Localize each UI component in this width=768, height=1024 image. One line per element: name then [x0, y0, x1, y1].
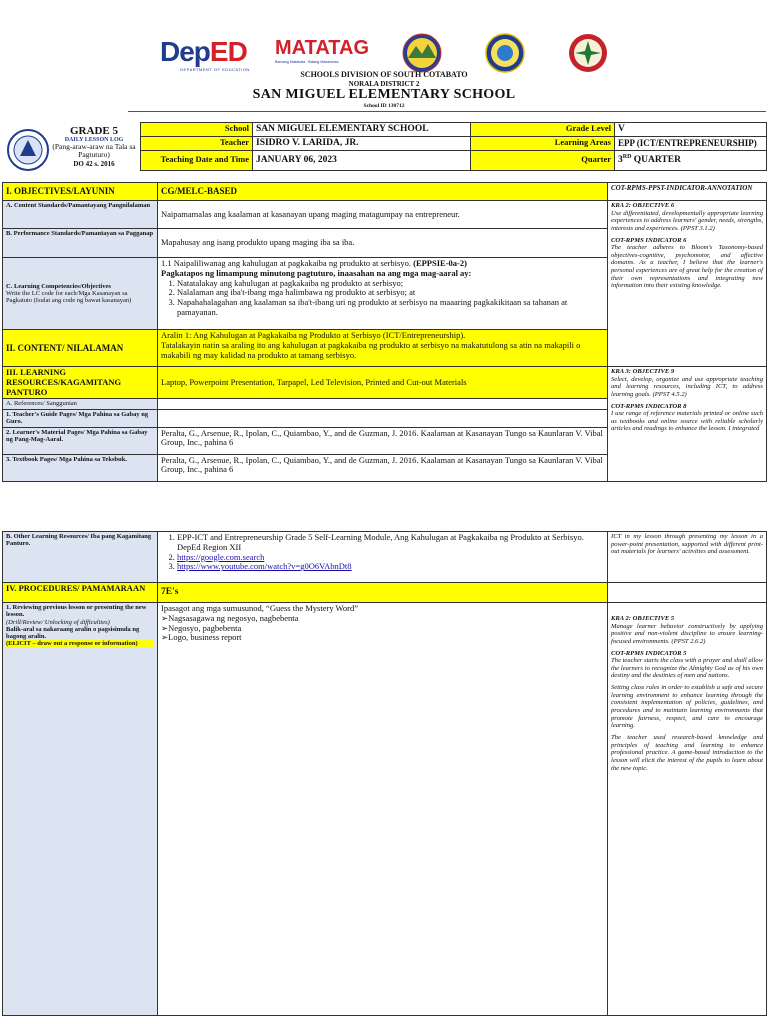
- lm-value: Peralta, G., Arsenue, R., Ipolan, C., Quiambao, Y., and de Guzman, J. 2016. Kaalaman at Kasanayan Tungo sa Kaunlaran V. Vibal Group, Inc., pahina 6: [158, 427, 608, 454]
- content-value-2: Tatalakayin natin sa araling ito ang kahulugan at pagkakaiba ng produkto at serbisyo na makatutulong sa atin na makapili o makabili ng may kalidad na produkto at tamang serbisyo.: [161, 339, 581, 360]
- kra2-obj6-heading: KRA 2: OBJECTIVE 6: [611, 202, 675, 209]
- date-label: Teaching Date and Time: [141, 150, 253, 170]
- dll-title: DAILY LESSON LOG: [64, 137, 124, 143]
- objectives-table: [2, 182, 767, 482]
- references-label: A. References/ Sanggunian: [3, 399, 158, 409]
- review-tagalog: Balik-aral sa nakaraang aralin o pagsisimula ng bagong aralin.: [6, 625, 140, 641]
- procedures-table: [2, 531, 767, 1016]
- lm-label: 2. Learner's Material Pages/ Mga Pahina sa Gabay ng Pang-Mag-Aaral.: [3, 427, 158, 454]
- competency-item: 1. Natatalakay ang kahulugan at pagkakaiba ng produkto at serbisyo;: [177, 279, 604, 289]
- deped-logo-text: DepED: [160, 36, 247, 67]
- google-search-link[interactable]: https://google.com.search: [177, 551, 265, 562]
- competency-code: (EPPSIE-0a-2): [413, 258, 467, 268]
- grade-level-value: V: [615, 123, 767, 137]
- header-divider: [128, 111, 766, 112]
- elicit-label: (ELICIT – draw out a response or information): [6, 640, 154, 647]
- research-text: The teacher used research-based knowledge and principles of teaching and learning to enhance professional practice. A game-based introduction to the lesson will elicit the interest of the pupils to learn about the new topic.: [611, 733, 763, 772]
- deped-logo: [160, 38, 270, 72]
- resources-label: III. LEARNING RESOURCES/KAGAMITANG PANTURO: [3, 367, 158, 399]
- cot6-text: The teacher adheres to Bloom's Taxonomy-based objectives-cognitive, psychomotor, and affective domains. As a teacher, I believe that the learner's personal experiences are of great help for the creation of their own representations and integrating new information into their existing knowledge.: [611, 244, 763, 290]
- other-resources-list: [161, 533, 604, 572]
- cot5-text: The teacher starts the class with a prayer and shall allow the learners to recognize the Almighty God as of his own destiny and the destinies of men and nations.: [611, 657, 763, 680]
- tg-value: [158, 409, 608, 427]
- competency-item: 2. Nalalaman ang iba't-ibang mga halimbawa ng produkto at serbisyo; at: [177, 288, 604, 298]
- other-resources-value: [158, 532, 608, 583]
- tb-value: Peralta, G., Arsenue, R., Ipolan, C., Quiambao, Y., and de Guzman, J. 2016. Kaalaman at Kasanayan Tungo sa Kaunlaran V. Vibal Group, Inc., pahina 6: [158, 454, 608, 481]
- kra2-obj5-heading: KRA 2: OBJECTIVE 5: [611, 615, 675, 622]
- division-name: SCHOOLS DIVISION OF SOUTH COTABATO: [300, 70, 468, 79]
- competency-item: 3. Napahahalagahan ang kaalaman sa iba't-ibang uri ng produkto at serbisyo na maaaring pagkakikitaan sa tahanan at pamayanan.: [177, 298, 604, 318]
- competencies-label: C. Learning Competencies/Objectives: [6, 282, 111, 290]
- review-sub: (Drill/Review/ Unlocking of difficulties): [6, 618, 110, 626]
- matatag-logo-sub: Bansang Makabata · Batang Makabansa: [275, 60, 339, 64]
- review-value: [158, 603, 608, 1016]
- info-table: [140, 122, 767, 171]
- other-resources-label: B. Other Learning Resources/ Iba pang Kagamitang Panturo.: [3, 532, 158, 583]
- review-item: ➢ Negosyo, pagbebenta: [161, 624, 604, 634]
- performance-label: B. Performance Standards/Pamantayan sa Pagganap: [3, 229, 158, 258]
- deped-seal-icon: [6, 128, 50, 172]
- school-seal-icon: [566, 32, 610, 74]
- ict-annotation: ICT in my lesson through presenting my lesson in a power-point presentation, supported with different print-out materials for learners' activities and assessment.: [608, 532, 767, 583]
- procedures-value: 7E's: [158, 583, 608, 603]
- content-label: II. CONTENT/ NILALAMAN: [3, 330, 158, 367]
- date-value: JANUARY 06, 2023: [253, 150, 471, 170]
- school-label: School: [141, 123, 253, 137]
- school-id: School ID 130712: [363, 103, 405, 109]
- cot-annotation-block-2: [608, 367, 767, 482]
- review-cell: [3, 603, 158, 1016]
- district-name: NORALA DISTRICT 2: [348, 80, 420, 88]
- cot5-heading: COT-RPMS INDICATOR 5: [611, 649, 687, 657]
- competency-bold: Pagkatapos ng limampung minutong pagtuturo, inaasahan na ang mga mag-aaral ay:: [161, 267, 472, 278]
- cot-annotation-block-3: [608, 603, 767, 1016]
- quarter-number: 3: [618, 155, 623, 166]
- cot8-heading: COT-RPMS INDICATOR 8: [611, 402, 687, 410]
- kra3-obj9-text: Select, develop, organize and use appropriate teaching and learning resources, including ICT, to address learning goals. (PPST 4.5.2): [611, 375, 763, 398]
- review-intro: Ipasagot ang mga sumusunod, “Guess the Mystery Word”: [161, 603, 358, 613]
- school-value: SAN MIGUEL ELEMENTARY SCHOOL: [253, 123, 471, 137]
- other-resource-item: 1. EPP-ICT and Entrepreneurship Grade 5 Self-Learning Module, Ang Kahulugan at Pagkakaiba ng Produkto at Serbisyo. DepEd Region XII: [177, 533, 604, 553]
- content-standards-label: A. Content Standards/Pamantayang Pangnilalaman: [3, 201, 158, 229]
- dll-label-block: [50, 125, 138, 168]
- deped-logo-sub: DEPARTMENT OF EDUCATION: [180, 67, 250, 72]
- cot8-text: I use range of reference materials printed or online such as textbooks and online source with reliable scholarly articles and readings to enhance the lesson. I integrated: [611, 410, 763, 433]
- resources-value: Laptop, Powerpoint Presentation, Tarpapel, Led Television, Printed and Cut-out Materials: [158, 367, 608, 399]
- procedures-annotation: [608, 583, 767, 603]
- division-seal-icon: [398, 32, 446, 74]
- district-seal-icon: [483, 32, 527, 74]
- tg-label: 1. Teacher's Guide Pages/ Mga Pahina sa Gabay ng Guro.: [3, 409, 158, 427]
- content-value: [158, 330, 608, 367]
- grade-level-label: Grade Level: [471, 123, 615, 137]
- other-resource-item: [177, 562, 604, 572]
- cot6-heading: COT-RPMS INDICATOR 6: [611, 236, 687, 244]
- cot-header: COT-RPMS-PPST-INDICATOR-ANNOTATION: [608, 183, 767, 201]
- youtube-link[interactable]: https://www.youtube.com/watch?v=g0O6VAbnDt8: [177, 561, 352, 572]
- review-item: ➢ Logo, business report: [161, 633, 604, 643]
- cot-annotation-block-1: [608, 201, 767, 367]
- procedures-label: IV. PROCEDURES/ PAMAMARAAN: [3, 583, 158, 603]
- competency-main: 1.1 Naipaliliwanag ang kahulugan at pagkakaiba ng produkto at serbisyo.: [161, 258, 414, 268]
- cg-label: CG/MELC-BASED: [158, 183, 608, 201]
- do-reference: DO 42 s. 2016: [73, 159, 115, 168]
- kra2-obj6-text: Use differentiated, developmentally appropriate learning experiences to address learners' gender, needs, strengths, interests and experiences. (PPST 3.1.2): [611, 209, 763, 232]
- performance-value: Mapahusay ang isang produkto upang maging iba sa iba.: [158, 229, 608, 258]
- references-value: [158, 399, 608, 409]
- tb-label: 3. Textbook Pages/ Mga Pahina sa Teksbuk.: [3, 454, 158, 481]
- kra3-obj9-heading: KRA 3: OBJECTIVE 9: [611, 368, 675, 375]
- content-value-1: Aralin 1: Ang Kahulugan at Pagkakaiba ng Produkto at Serbisyo (ICT/Entrepreneurship).: [161, 330, 466, 340]
- class-rules-text: Setting class rules in order to establish a safe and secure learning environment to enhance learning through the consistent implementation of policies, guidelines, and procedures and to maintain learning environments that promote fairness, respect, and care to encourage learning.: [611, 684, 763, 730]
- learning-areas-label: Learning Areas: [471, 136, 615, 150]
- quarter-value: [615, 150, 767, 170]
- competencies-cell: [3, 258, 158, 330]
- quarter-suffix: RD: [622, 154, 632, 161]
- competency-list: [161, 279, 604, 318]
- school-name-heading: SAN MIGUEL ELEMENTARY SCHOOL: [252, 87, 516, 102]
- kra2-obj5-text: Manage learner behavior constructively by applying positive and non-violent discipline to ensure learning-focused environments. (PPST 2.6.2): [611, 622, 763, 645]
- matatag-logo-text: MATATAG: [275, 37, 370, 59]
- review-item: ➢ Nagsasagawa ng negosyo, nagbebenta: [161, 614, 604, 624]
- teacher-label: Teacher: [141, 136, 253, 150]
- quarter-label: Quarter: [471, 150, 615, 170]
- objectives-label: I. OBJECTIVES/LAYUNIN: [3, 183, 158, 201]
- content-standards-value: Naipamamalas ang kaalaman at kasanayan upang maging matagumpay na entrepreneur.: [158, 201, 608, 229]
- review-list: [161, 614, 604, 643]
- teacher-value: ISIDRO V. LARIDA, JR.: [253, 136, 471, 150]
- competencies-sub: Write the LC code for each/Mga Kasanayan sa Pagkatuto (Isulat ang code ng bawat kasanayan): [6, 289, 132, 305]
- quarter-word: QUARTER: [633, 155, 681, 166]
- dll-subtitle: (Pang-araw-araw na Tala sa Pagtuturo): [52, 142, 136, 160]
- matatag-logo: [275, 37, 370, 68]
- review-label: 1. Reviewing previous lesson or presenting the new lesson.: [6, 604, 147, 619]
- learning-areas-value: EPP (ICT/ENTREPRENEURSHIP): [615, 136, 767, 150]
- grade-title: GRADE 5: [70, 125, 118, 137]
- competencies-value: [158, 258, 608, 330]
